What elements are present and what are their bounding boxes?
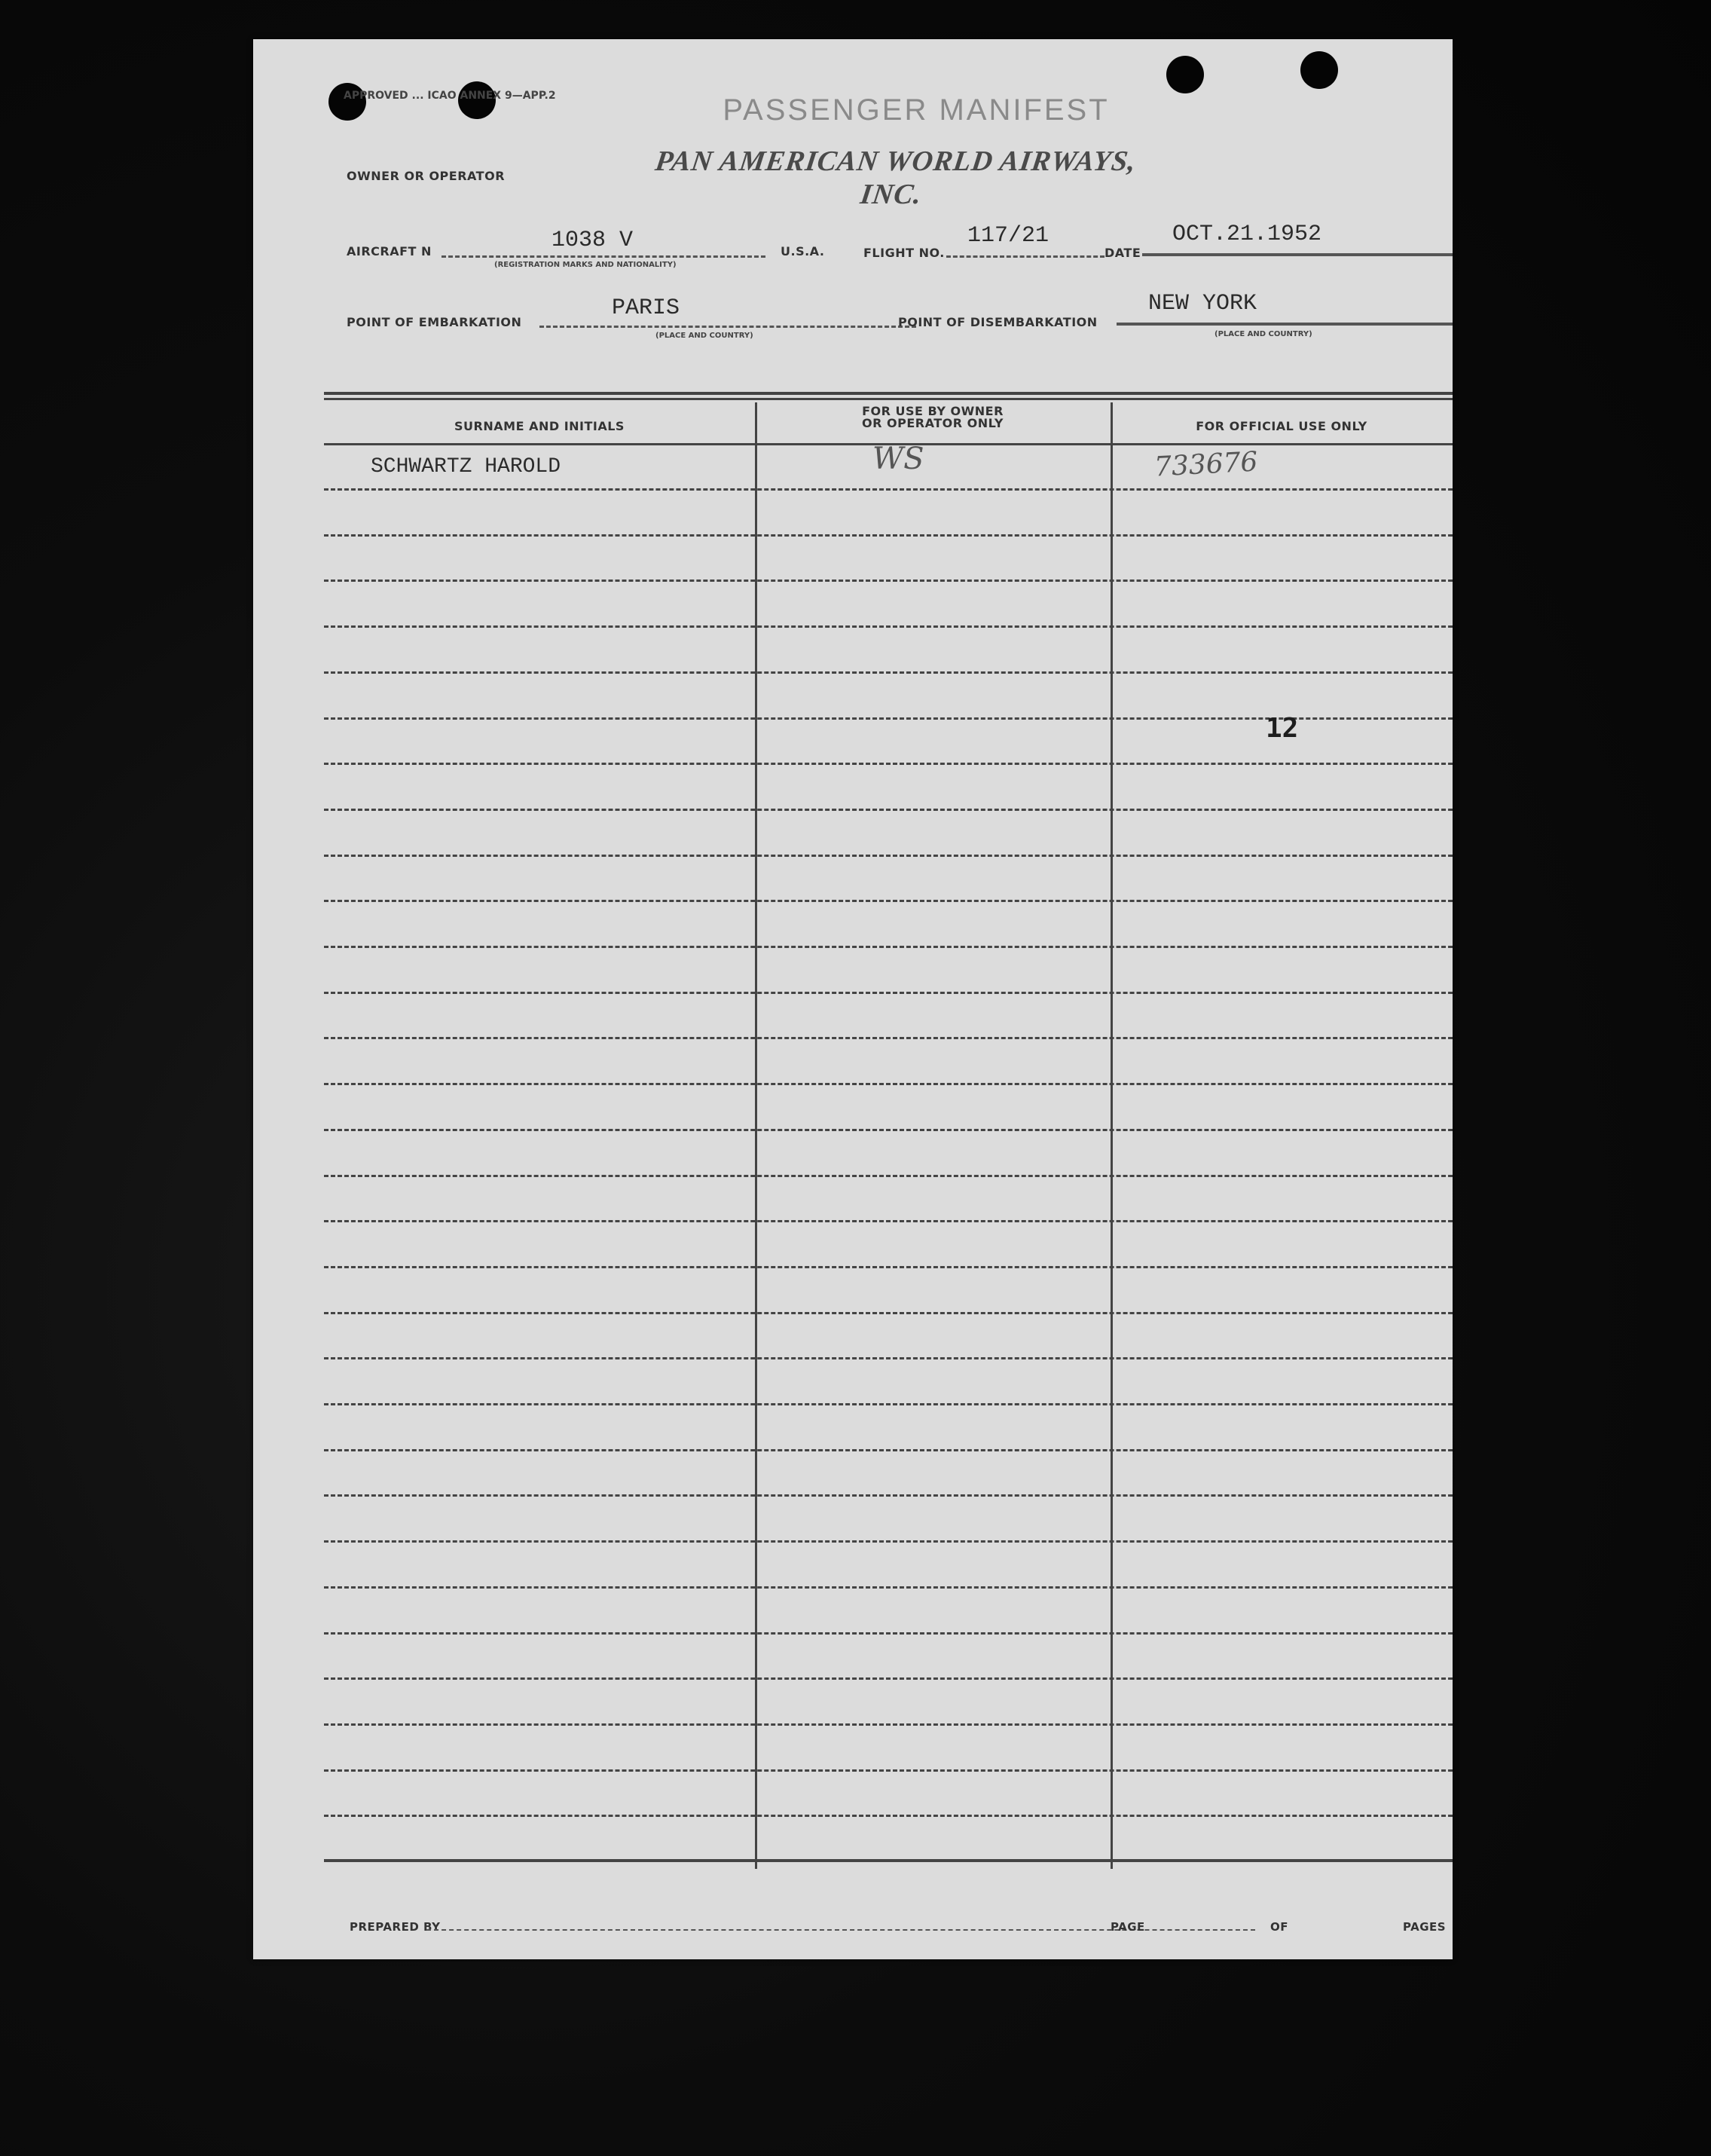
table-row	[324, 1632, 1453, 1635]
date-label: DATE	[1105, 246, 1141, 260]
table-row	[324, 1449, 1453, 1451]
passenger-table	[324, 392, 1453, 1861]
table-row	[324, 488, 1453, 491]
stamped-page-number: 12	[1266, 713, 1299, 744]
column-header-owner-use: FOR USE BY OWNER OR OPERATOR ONLY	[862, 404, 1004, 430]
embarkation-value: PARIS	[612, 295, 680, 321]
table-row	[324, 1312, 1453, 1314]
aircraft-caption: (REGISTRATION MARKS AND NATIONALITY)	[494, 261, 677, 269]
manifest-sheet	[253, 39, 1453, 1959]
form-title: PASSENGER MANIFEST	[723, 93, 1110, 127]
table-row	[324, 1083, 1453, 1085]
table-row	[324, 1494, 1453, 1497]
column-header-surname: SURNAME AND INITIALS	[454, 419, 625, 433]
table-row	[324, 1540, 1453, 1543]
table-bottom-rule	[324, 1859, 1453, 1862]
table-row	[324, 763, 1453, 765]
approval-note: APPROVED ... ICAO ANNEX 9—APP.2	[344, 90, 556, 102]
table-row	[324, 1357, 1453, 1359]
table-row	[324, 625, 1453, 628]
passenger-name: SCHWARTZ HAROLD	[371, 455, 561, 479]
flight-value: 117/21	[967, 223, 1050, 249]
table-row	[324, 809, 1453, 811]
punch-hole	[1300, 51, 1338, 89]
column-divider	[1111, 402, 1113, 1869]
disembarkation-label: POINT OF DISEMBARKATION	[898, 315, 1098, 329]
table-row	[324, 580, 1453, 582]
table-row	[324, 1266, 1453, 1268]
official-use-number: 733676	[1153, 446, 1259, 483]
table-row	[324, 1586, 1453, 1589]
column-header-official-use: FOR OFFICIAL USE ONLY	[1196, 419, 1367, 433]
embarkation-caption: (PLACE AND COUNTRY)	[655, 332, 753, 340]
column-divider	[755, 402, 757, 1869]
table-top-rule	[324, 398, 1453, 400]
table-row	[324, 1175, 1453, 1177]
operator-name: PAN AMERICAN WORLD AIRWAYS, INC.	[653, 145, 1139, 210]
aircraft-label: AIRCRAFT N	[347, 244, 432, 258]
pages-label: PAGES	[1403, 1920, 1447, 1934]
table-row	[324, 1769, 1453, 1772]
aircraft-line	[441, 255, 765, 258]
table-row	[324, 900, 1453, 902]
punch-hole	[328, 83, 366, 121]
table-row	[324, 534, 1453, 537]
table-row	[324, 1129, 1453, 1131]
aircraft-value: 1038 V	[551, 228, 634, 253]
of-label: OF	[1270, 1920, 1288, 1934]
table-row	[324, 992, 1453, 994]
table-row	[324, 1677, 1453, 1680]
flight-line	[946, 255, 1105, 258]
owner-use-mark: WS	[872, 442, 924, 476]
page-label: PAGE	[1111, 1920, 1145, 1934]
disembarkation-value: NEW YORK	[1148, 291, 1257, 317]
disembarkation-caption: (PLACE AND COUNTRY)	[1215, 330, 1312, 338]
table-row	[324, 1037, 1453, 1039]
table-row	[324, 855, 1453, 857]
embarkation-label: POINT OF EMBARKATION	[347, 315, 522, 329]
owner-operator-label: OWNER OR OPERATOR	[347, 169, 506, 183]
usa-label: U.S.A.	[781, 244, 825, 258]
table-row	[324, 1815, 1453, 1817]
prepared-by-label: PREPARED BY	[350, 1920, 441, 1934]
flight-label: FLIGHT NO.	[863, 246, 945, 260]
table-row	[324, 946, 1453, 948]
table-row	[324, 1403, 1453, 1405]
table-top-rule	[324, 392, 1453, 395]
table-row	[324, 671, 1453, 674]
table-row	[324, 1723, 1453, 1726]
date-line	[1142, 253, 1453, 256]
disembarkation-line	[1117, 323, 1453, 326]
date-value: OCT.21.1952	[1172, 222, 1322, 247]
punch-hole	[1166, 56, 1204, 93]
table-row	[324, 1220, 1453, 1222]
embarkation-line	[539, 326, 916, 328]
